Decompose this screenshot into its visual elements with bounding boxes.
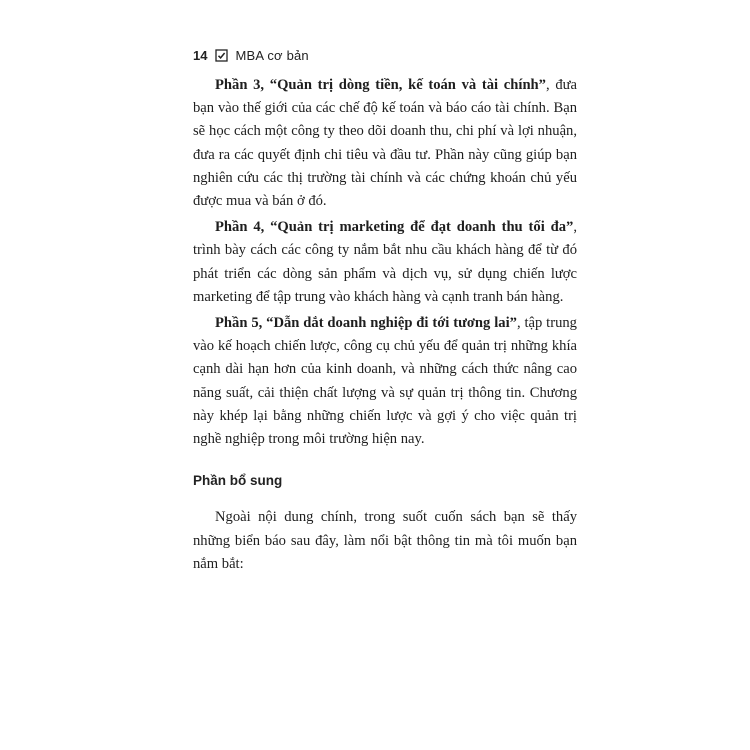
supplement-paragraph: Ngoài nội dung chính, trong suốt cuốn sách bạn sẽ thấy những biển báo sau đây, làm nổi bật thông tin mà tôi muốn bạn nắm bắt: <box>193 509 577 572</box>
part-4-paragraph <box>193 216 577 309</box>
part-3-text: , đưa bạn vào thế giới của các chế độ kế toán và báo cáo tài chính. Bạn sẽ học cách một công ty theo dõi doanh thu, chi phí và lợi nhuận, đưa ra các quyết định chi tiêu và đầu tư. Phần này cũng giúp bạn nghiên cứu các thị trường tài chính và các chứng khoán chủ yếu được mua và bán ở đó. <box>193 77 578 210</box>
part-5-paragraph <box>193 312 577 451</box>
checkbox-check-icon <box>215 49 228 62</box>
supplement-heading: Phần bổ sung <box>193 473 283 489</box>
part-4-text: , trình bày cách các công ty nắm bắt nhu cầu khách hàng để từ đó phát triển các dòng sản phẩm và dịch vụ, sử dụng chiến lược marketing để tập trung vào khách hàng và cạnh tranh bán hàng. <box>193 219 577 305</box>
part-4-title: Phần 4, “Quản trị marketing để đạt doanh thu tối đa” <box>215 219 574 236</box>
page-content <box>193 74 577 576</box>
part-3-paragraph <box>193 74 577 213</box>
part-5-title: Phần 5, “Dẫn dắt doanh nghiệp đi tới tương lai” <box>215 315 517 332</box>
page-number: 14 <box>193 47 208 63</box>
part-5-text: , tập trung vào kế hoạch chiến lược, công cụ chủ yếu để quản trị những khía cạnh dài hạn hơn của kinh doanh, và những cách thức nâng cao năng suất, cải thiện chất lượng và sự quản trị thông tin. Chương này khép lại bằng những chiến lược và gợi ý cho việc quản trị nghề nghiệp trong môi trường hiện nay. <box>193 315 577 448</box>
book-title: MBA cơ bản <box>235 47 309 63</box>
running-header <box>193 45 309 65</box>
part-3-title: Phần 3, “Quản trị dòng tiền, kế toán và tài chính” <box>215 77 546 93</box>
